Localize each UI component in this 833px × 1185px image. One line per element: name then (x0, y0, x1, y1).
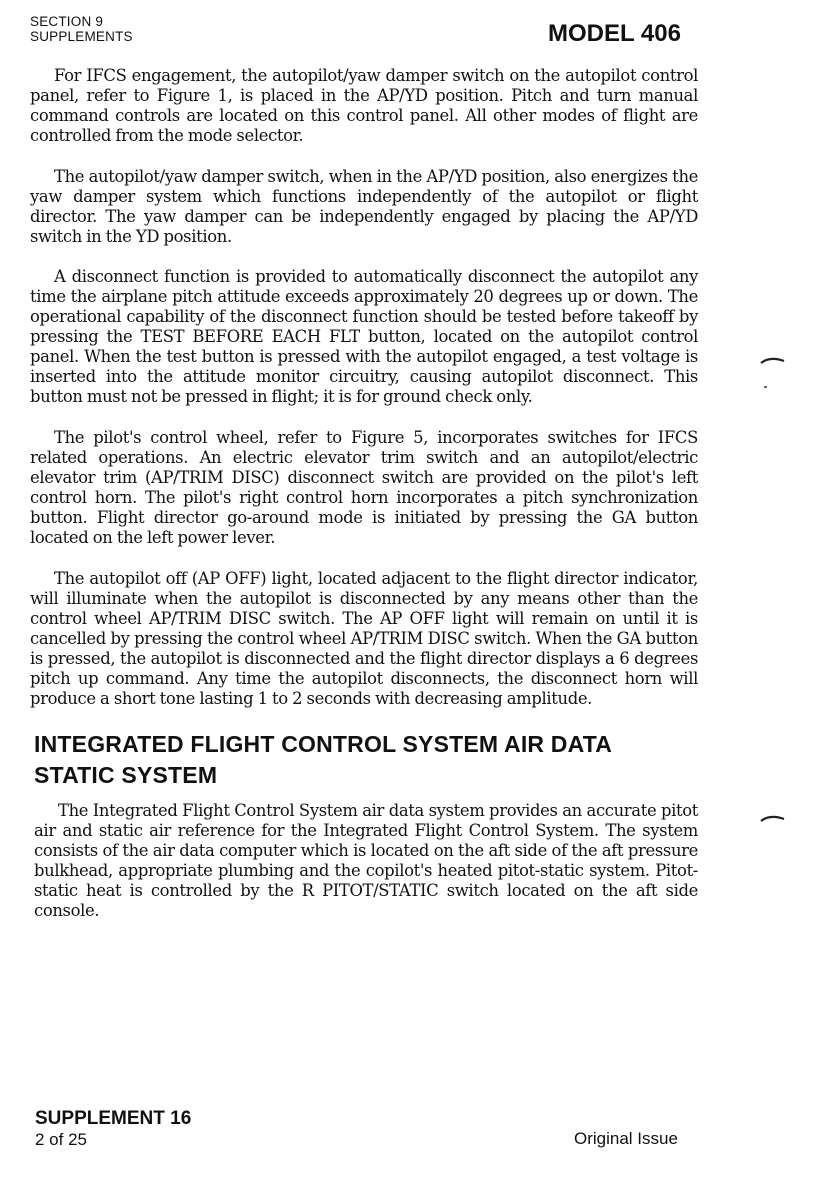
paragraph-ap-off-light: The autopilot off (AP OFF) light, located adjacent to the flight director indicator, will illuminate when the autopilot is disconnected by any means other than the control wheel AP/TRIM DISC switch. The AP OFF light will remain on until it is cancelled by pressing the control wheel AP/TRIM DISC switch. When the GA button is pressed, the autopilot is disconnected and the flight director displays a 6 degrees pitch up command. Any time the autopilot disconnects, the disconnect horn will produce a short tone lasting 1 to 2 seconds with decreasing amplitude. (30, 569, 698, 708)
revision-dot-icon (764, 386, 767, 388)
issue-label: Original Issue (574, 1129, 678, 1148)
footer-supplement (35, 1108, 191, 1150)
section-title: SUPPLEMENTS (30, 29, 133, 44)
page-number: 2 of 25 (35, 1130, 87, 1149)
paragraph-disconnect-function: A disconnect function is provided to automatically disconnect the autopilot any time the airplane pitch attitude exceeds approximately 20 degrees up or down. The operational capability of the disconnect function should be tested before takeoff by pressing the TEST BEFORE EACH FLT button, located on the autopilot control panel. When the test button is pressed with the autopilot engaged, a test voltage is inserted into the attitude monitor circuitry, causing autopilot disconnect. This button must not be pressed in flight; it is for ground check only. (30, 267, 698, 406)
section-number: SECTION 9 (30, 14, 104, 29)
paragraph-air-data-system: The Integrated Flight Control System air data system provides an accurate pitot air and static air reference for the Integrated Flight Control System. The system consists of the air data computer which is located on the aft side of the aft pressure bulkhead, appropriate plumbing and the copilot's heated pitot-static system. Pitot-static heat is controlled by the R PITOT/STATIC switch located on the aft side console. (34, 801, 698, 920)
revision-mark-icon (760, 814, 786, 822)
supplement-title: SUPPLEMENT 16 (35, 1108, 192, 1129)
paragraph-control-wheel: The pilot's control wheel, refer to Figure 5, incorporates switches for IFCS related operations. An electric elevator trim switch and an autopilot/electric elevator trim (AP/TRIM DISC) disconnect switch are provided on the pilot's left control horn. The pilot's right control horn incorporates a pitch synchronization button. Flight director go-around mode is initiated by pressing the GA button located on the left power lever. (30, 428, 698, 547)
revision-mark-icon (760, 356, 786, 364)
paragraph-yaw-damper: The autopilot/yaw damper switch, when in the AP/YD position, also energizes the yaw damper system which functions independently of the autopilot or flight director. The yaw damper can be independently engaged by placing the AP/YD switch in the YD position. (30, 167, 698, 246)
body-text (30, 66, 698, 941)
model-title: MODEL 406 (548, 20, 681, 47)
paragraph-ifcs-engagement: For IFCS engagement, the autopilot/yaw damper switch on the autopilot control panel, refer to Figure 1, is placed in the AP/YD position. Pitch and turn manual command controls are located on this control panel. All other modes of flight are controlled from the mode selector. (30, 66, 698, 145)
section-label (30, 14, 133, 44)
section-heading: INTEGRATED FLIGHT CONTROL SYSTEM AIR DATA STATIC SYSTEM (34, 731, 612, 788)
